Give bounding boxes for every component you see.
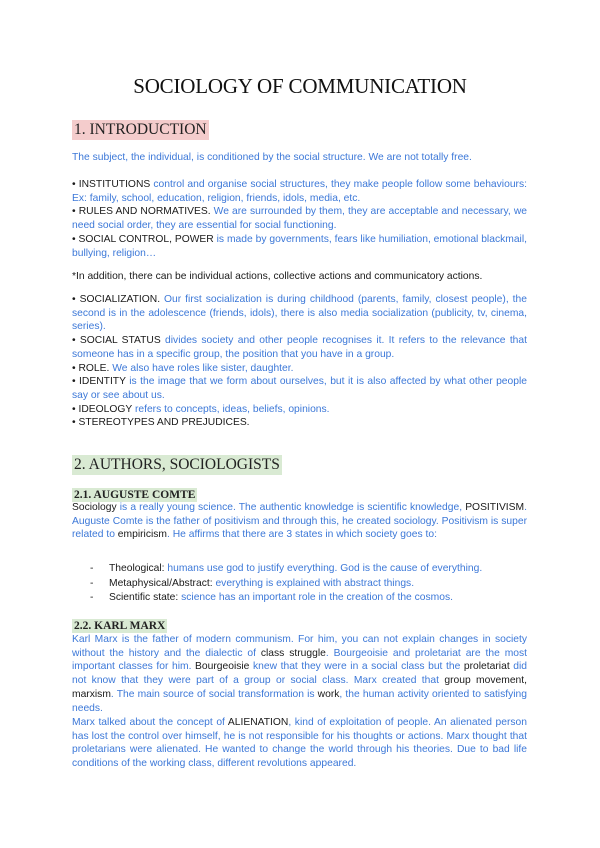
page-title: SOCIOLOGY OF COMMUNICATION (133, 74, 467, 98)
intro-list-2 (72, 293, 527, 430)
list-item: - Theological: humans use god to justify everything. God is the cause of everything. (90, 563, 483, 574)
marx-paragraph-2: Marx talked about the concept of ALIENATION, kind of exploitation of people. An alienated person has lost the control over himself, he is not responsible for his thoughts or actions. Marx thought that proletarians were alienated. He wanted to change the world through his theories. Due to bad life conditions of the working class, different revolutions appeared. (72, 717, 527, 770)
subsection-heading-comte: 2.1. AUGUSTE COMTE (74, 489, 196, 501)
section-heading-authors: 2. AUTHORS, SOCIOLOGISTS (74, 456, 280, 473)
list-item: • IDENTITY is the image that we form about ourselves, but it is also affected by what other people say or see about us. (72, 376, 527, 401)
section-heading-introduction: 1. INTRODUCTION (74, 121, 207, 138)
list-item: - Scientific state: science has an important role in the creation of the cosmos. (90, 592, 453, 603)
intro-list-1 (72, 178, 527, 260)
intro-lead: The subject, the individual, is conditioned by the social structure. We are not totally free. (72, 152, 472, 163)
list-item: • INSTITUTIONS control and organise social structures, they make people follow some behaviours: Ex: family, school, education, religion, friends, idols, media, etc. (72, 179, 527, 204)
marx-paragraph-1: Karl Marx is the father of modern communism. For him, you can not explain changes in society without the history and the dialectic of class struggle. Bourgeoisie and proletariat are the most important classes for him. Bourgeoisie knew that they were in a social class but the proletariat did not know that they were part of a group or social class. Marx created that group movement, marxism. The main source of social transformation is work, the human activity oriented to satisfying needs. (72, 634, 528, 714)
list-item: • SOCIALIZATION. Our first socialization is during childhood (parents, family, closest people), the second is in the adolescence (friends, idols), there is also media socialization (publicity, tv, cinema, series). (72, 294, 527, 333)
comte-paragraph: Sociology is a really young science. The authentic knowledge is scientific knowledge, POSITIVISM. Auguste Comte is the father of positivism and through this, he created sociology. Positivism is super related to empiricism. He affirms that there are 3 states in which society goes to: (72, 502, 527, 541)
list-item: • SOCIAL STATUS divides society and other people recognises it. It refers to the relevance that someone has in a specific group, the position that you have in a group. (72, 335, 527, 360)
list-item: • RULES AND NORMATIVES. We are surrounded by them, they are acceptable and necessary, we need social order, they are essential for social functioning. (72, 206, 527, 232)
list-item: • SOCIAL CONTROL, POWER is made by governments, fears like humiliation, emotional blackmail, bullying, religion… (72, 233, 527, 259)
comte-states-list (90, 562, 527, 606)
list-item: - Metaphysical/Abstract: everything is explained with abstract things. (90, 577, 415, 589)
list-item: • ROLE. We also have roles like sister, daughter. (72, 362, 294, 374)
intro-note: *In addition, there can be individual actions, collective actions and communicatory actions. (72, 271, 483, 282)
list-item: • IDEOLOGY refers to concepts, ideas, beliefs, opinions. (72, 403, 330, 415)
list-item: • STEREOTYPES AND PREJUDICES. (72, 417, 250, 429)
subsection-heading-marx: 2.2. KARL MARX (74, 620, 166, 632)
